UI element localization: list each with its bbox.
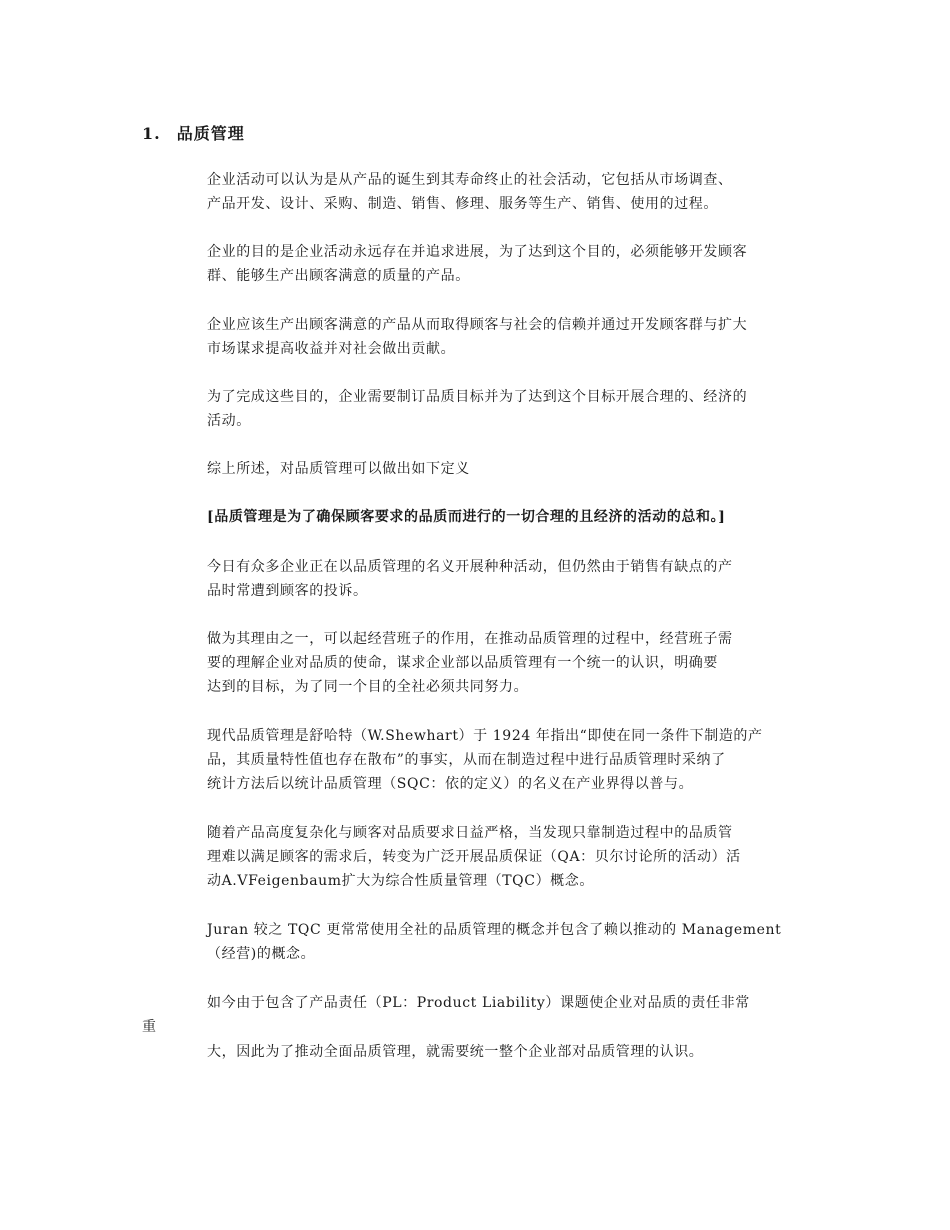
text-line: （经营)的概念。: [207, 946, 316, 962]
paragraph-5: [207, 457, 817, 481]
paragraph-8: [207, 627, 817, 699]
text-line: 产品开发、设计、采购、制造、销售、修理、服务等生产、销售、使用的过程。: [207, 196, 718, 212]
text-line: 如今由于包含了产品责任（PL：Product Liability）课题使企业对品质的责任非常: [207, 995, 750, 1011]
stray-character: 重: [142, 1019, 156, 1035]
paragraph-10: [207, 821, 817, 893]
paragraph-13: [207, 1040, 817, 1064]
text-line: [品质管理是为了确保顾客要求的品质而进行的一切合理的且经济的活动的总和。]: [207, 509, 726, 525]
paragraph-7: [207, 555, 817, 603]
text-line: 达到的目标，为了同一个目的全社必须共同努力。: [207, 679, 529, 695]
text-line: 随着产品高度复杂化与顾客对品质要求日益严格，当发现只靠制造过程中的品质管: [207, 825, 733, 841]
text-line: 理难以满足顾客的需求后，转变为广泛开展品质保证（QA：贝尔讨论所的活动）活: [207, 849, 741, 865]
text-line: 群、能够生产出顾客满意的质量的产品。: [207, 268, 470, 284]
text-line: 做为其理由之一，可以起经营班子的作用，在推动品质管理的过程中，经营班子需: [207, 631, 733, 647]
paragraph-4: [207, 385, 817, 433]
paragraph-1: [207, 168, 817, 216]
section-heading: [142, 121, 245, 144]
text-line: 市场谋求提高收益并对社会做出贡献。: [207, 341, 456, 357]
section-title: 品质管理: [176, 124, 245, 143]
text-line: 今日有众多企业正在以品质管理的名义开展种种活动，但仍然由于销售有缺点的产: [207, 559, 733, 575]
definition-statement: [207, 505, 817, 529]
paragraph-3: [207, 313, 817, 361]
text-line: 品，其质量特性值也存在散布”的事实，从而在制造过程中进行品质管理时采纳了: [207, 752, 726, 768]
text-line: 品时常遭到顾客的投诉。: [207, 583, 368, 599]
text-line: 为了完成这些目的，企业需要制订品质目标并为了达到这个目标开展合理的、经济的: [207, 389, 748, 405]
text-line: 动A.VFeigenbaum扩大为综合性质量管理（TQC）概念。: [207, 873, 594, 889]
text-line: 要的理解企业对品质的使命，谋求企业部以品质管理有一个统一的认识，明确要: [207, 655, 718, 671]
section-number: 1.: [142, 124, 161, 143]
text-line: 大，因此为了推动全面品质管理，就需要统一整个企业部对品质管理的认识。: [207, 1044, 704, 1060]
paragraph-2: [207, 240, 817, 288]
paragraph-9: [207, 724, 817, 796]
text-line: 企业的目的是企业活动永远存在并追求进展，为了达到这个目的，必须能够开发顾客: [207, 244, 748, 260]
paragraph-11: [207, 918, 817, 966]
text-line: 现代品质管理是舒哈特（W.Shewhart）于 1924 年指出“即使在同一条件下制造的产: [207, 728, 763, 744]
text-line: Juran 较之 TQC 更常常使用全社的品质管理的概念并包含了赖以推动的 Management: [207, 922, 782, 938]
text-line: 企业应该生产出顾客满意的产品从而取得顾客与社会的信赖并通过开发顾客群与扩大: [207, 317, 748, 333]
text-line: 统计方法后以统计品质管理（SQC：依的定义）的名义在产业界得以普与。: [207, 776, 694, 792]
text-line: 活动。: [207, 413, 251, 429]
text-line: 企业活动可以认为是从产品的诞生到其寿命终止的社会活动，它包括从市场调查、: [207, 172, 733, 188]
text-line: 综上所述，对品质管理可以做出如下定义: [207, 461, 470, 477]
paragraph-12: [207, 991, 817, 1015]
